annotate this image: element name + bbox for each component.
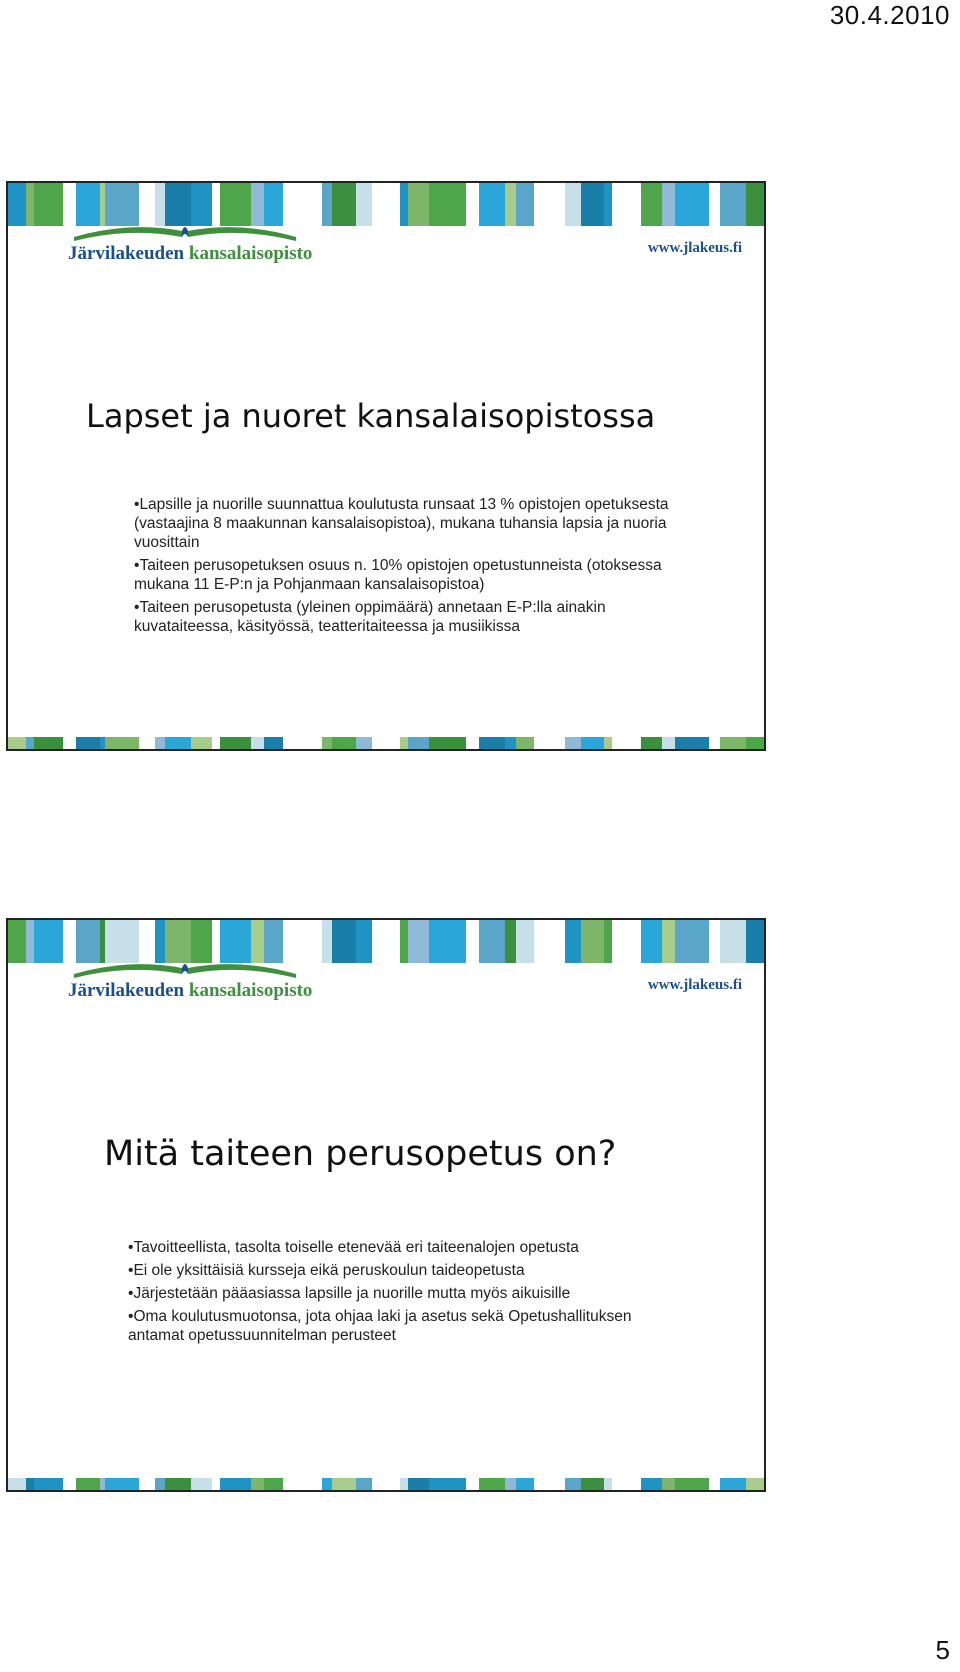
stripe-segment xyxy=(720,920,746,963)
stripe-segment xyxy=(581,737,605,749)
slide-1 xyxy=(6,181,766,751)
slide-2 xyxy=(6,918,766,1492)
stripe-segment xyxy=(251,1478,264,1490)
stripe-segment xyxy=(505,1478,515,1490)
stripe-segment xyxy=(565,737,581,749)
stripe-segment xyxy=(565,1478,581,1490)
stripe-segment xyxy=(565,183,581,226)
website-url: www.jlakeus.fi xyxy=(647,977,742,993)
bullet-list xyxy=(128,1238,638,1349)
stripe-segment xyxy=(155,737,165,749)
stripe-segment xyxy=(709,737,719,749)
organization-logo xyxy=(60,954,320,1004)
stripe-segment xyxy=(408,920,429,963)
stripe-segment xyxy=(400,920,408,963)
stripe-segment xyxy=(612,1478,641,1490)
stripe-segment xyxy=(8,737,26,749)
stripe-segment xyxy=(709,183,719,226)
stripe-segment xyxy=(534,183,565,226)
organization-logo xyxy=(60,217,320,267)
stripe-segment xyxy=(332,737,356,749)
stripe-segment xyxy=(720,1478,746,1490)
stripe-segment xyxy=(534,1478,565,1490)
stripe-segment xyxy=(322,920,332,963)
stripe-segment xyxy=(322,737,332,749)
stripe-segment xyxy=(479,737,505,749)
stripe-segment xyxy=(400,183,408,226)
stripe-segment xyxy=(746,920,764,963)
stripe-segment xyxy=(408,1478,429,1490)
stripe-segment xyxy=(675,1478,709,1490)
stripe-segment xyxy=(220,1478,251,1490)
stripe-segment xyxy=(155,1478,165,1490)
stripe-segment xyxy=(746,737,764,749)
bottom-stripe-banner xyxy=(8,1478,764,1490)
slide-title: Mitä taiteen perusopetus on? xyxy=(104,1134,617,1174)
stripe-segment xyxy=(356,920,372,963)
bullet-item: • Taiteen perusopetusta (yleinen oppimäärä) annetaan E-P:lla ainakin kuvataiteessa, käsityössä, teatteritaiteessa ja musiikissa xyxy=(134,598,674,636)
stripe-segment xyxy=(191,1478,212,1490)
stripe-segment xyxy=(400,1478,408,1490)
stripe-segment xyxy=(746,1478,764,1490)
stripe-segment xyxy=(604,183,612,226)
stripe-segment xyxy=(516,737,534,749)
stripe-segment xyxy=(332,920,356,963)
stripe-segment xyxy=(662,920,675,963)
stripe-segment xyxy=(641,1478,662,1490)
bullet-item: • Taiteen perusopetuksen osuus n. 10% opistojen opetustunneista (otoksessa mukana 11 E-P:n ja Pohjanmaan kansalaisopistoa) xyxy=(134,556,674,594)
stripe-segment xyxy=(604,737,612,749)
bullet-item: • Ei ole yksittäisiä kursseja eikä peruskoulun taideopetusta xyxy=(128,1261,638,1280)
open-book-icon xyxy=(70,217,300,243)
bullet-item: • Oma koulutusmuotonsa, jota ohjaa laki ja asetus sekä Opetushallituksen antamat opetussuunnitelman perusteet xyxy=(128,1307,638,1345)
stripe-segment xyxy=(641,183,662,226)
stripe-segment xyxy=(76,1478,100,1490)
stripe-segment xyxy=(400,737,408,749)
stripe-segment xyxy=(581,183,605,226)
stripe-segment xyxy=(709,1478,719,1490)
stripe-segment xyxy=(372,920,401,963)
stripe-segment xyxy=(466,920,479,963)
stripe-segment xyxy=(34,920,63,963)
stripe-segment xyxy=(8,183,26,226)
stripe-segment xyxy=(34,1478,63,1490)
stripe-segment xyxy=(8,920,26,963)
stripe-segment xyxy=(26,920,34,963)
page-number: 5 xyxy=(935,1635,950,1665)
stripe-segment xyxy=(612,920,641,963)
stripe-segment xyxy=(26,183,34,226)
stripe-segment xyxy=(372,1478,401,1490)
stripe-segment xyxy=(264,737,282,749)
stripe-segment xyxy=(165,737,191,749)
stripe-segment xyxy=(34,737,63,749)
stripe-segment xyxy=(720,183,746,226)
stripe-segment xyxy=(191,737,212,749)
stripe-segment xyxy=(662,737,675,749)
stripe-segment xyxy=(356,1478,372,1490)
bullet-item: • Tavoitteellista, tasolta toiselle etenevää eri taiteenalojen opetusta xyxy=(128,1238,638,1257)
stripe-segment xyxy=(372,737,401,749)
stripe-segment xyxy=(26,737,34,749)
page-date: 30.4.2010 xyxy=(829,0,950,30)
stripe-segment xyxy=(105,737,139,749)
stripe-segment xyxy=(534,920,565,963)
stripe-segment xyxy=(408,183,429,226)
stripe-segment xyxy=(534,737,565,749)
stripe-segment xyxy=(709,920,719,963)
stripe-segment xyxy=(76,737,100,749)
stripe-segment xyxy=(26,1478,34,1490)
website-url: www.jlakeus.fi xyxy=(647,240,742,256)
stripe-segment xyxy=(429,1478,466,1490)
stripe-segment xyxy=(356,183,372,226)
bottom-stripe-banner xyxy=(8,737,764,749)
stripe-segment xyxy=(332,183,356,226)
stripe-segment xyxy=(479,920,505,963)
stripe-segment xyxy=(63,1478,76,1490)
bullet-list xyxy=(134,495,674,640)
stripe-segment xyxy=(720,737,746,749)
stripe-segment xyxy=(479,183,505,226)
logo-text-primary: Järvilakeuden xyxy=(68,243,185,264)
stripe-segment xyxy=(322,183,332,226)
stripe-segment xyxy=(322,1478,332,1490)
stripe-segment xyxy=(105,1478,139,1490)
stripe-segment xyxy=(139,737,155,749)
stripe-segment xyxy=(516,1478,534,1490)
stripe-segment xyxy=(612,183,641,226)
stripe-segment xyxy=(675,183,709,226)
logo-text-primary: Järvilakeuden xyxy=(68,980,185,1001)
stripe-segment xyxy=(641,737,662,749)
stripe-segment xyxy=(662,183,675,226)
stripe-segment xyxy=(516,183,534,226)
stripe-segment xyxy=(408,737,429,749)
stripe-segment xyxy=(662,1478,675,1490)
stripe-segment xyxy=(466,1478,479,1490)
stripe-segment xyxy=(479,1478,505,1490)
stripe-segment xyxy=(604,1478,612,1490)
stripe-segment xyxy=(212,1478,220,1490)
slide-title: Lapset ja nuoret kansalaisopistossa xyxy=(86,397,656,435)
stripe-segment xyxy=(372,183,401,226)
logo-text-secondary: kansalaisopisto xyxy=(188,243,313,264)
stripe-segment xyxy=(34,183,63,226)
stripe-segment xyxy=(332,1478,356,1490)
stripe-segment xyxy=(8,1478,26,1490)
stripe-segment xyxy=(139,1478,155,1490)
stripe-segment xyxy=(283,737,322,749)
stripe-segment xyxy=(466,183,479,226)
stripe-segment xyxy=(505,920,515,963)
stripe-segment xyxy=(429,920,466,963)
bullet-item: • Järjestetään pääasiassa lapsille ja nuorille mutta myös aikuisille xyxy=(128,1284,638,1303)
stripe-segment xyxy=(675,920,709,963)
stripe-segment xyxy=(565,920,581,963)
stripe-segment xyxy=(356,737,372,749)
open-book-icon xyxy=(70,954,300,980)
stripe-segment xyxy=(612,737,641,749)
stripe-segment xyxy=(63,737,76,749)
stripe-segment xyxy=(746,183,764,226)
bullet-item: • Lapsille ja nuorille suunnattua koulutusta runsaat 13 % opistojen opetuksesta (vastaajina 8 maakunnan kansalaisopistoa), mukana tuhansia lapsia ja nuoria vuosittain xyxy=(134,495,674,552)
stripe-segment xyxy=(283,1478,322,1490)
stripe-segment xyxy=(581,920,605,963)
stripe-segment xyxy=(251,737,264,749)
logo-text-secondary: kansalaisopisto xyxy=(188,980,313,1001)
stripe-segment xyxy=(505,737,515,749)
stripe-segment xyxy=(466,737,479,749)
stripe-segment xyxy=(429,183,466,226)
stripe-segment xyxy=(264,1478,282,1490)
stripe-segment xyxy=(505,183,515,226)
stripe-segment xyxy=(641,920,662,963)
stripe-segment xyxy=(675,737,709,749)
stripe-segment xyxy=(604,920,612,963)
stripe-segment xyxy=(429,737,466,749)
stripe-segment xyxy=(220,737,251,749)
stripe-segment xyxy=(212,737,220,749)
stripe-segment xyxy=(165,1478,191,1490)
stripe-segment xyxy=(581,1478,605,1490)
stripe-segment xyxy=(516,920,534,963)
